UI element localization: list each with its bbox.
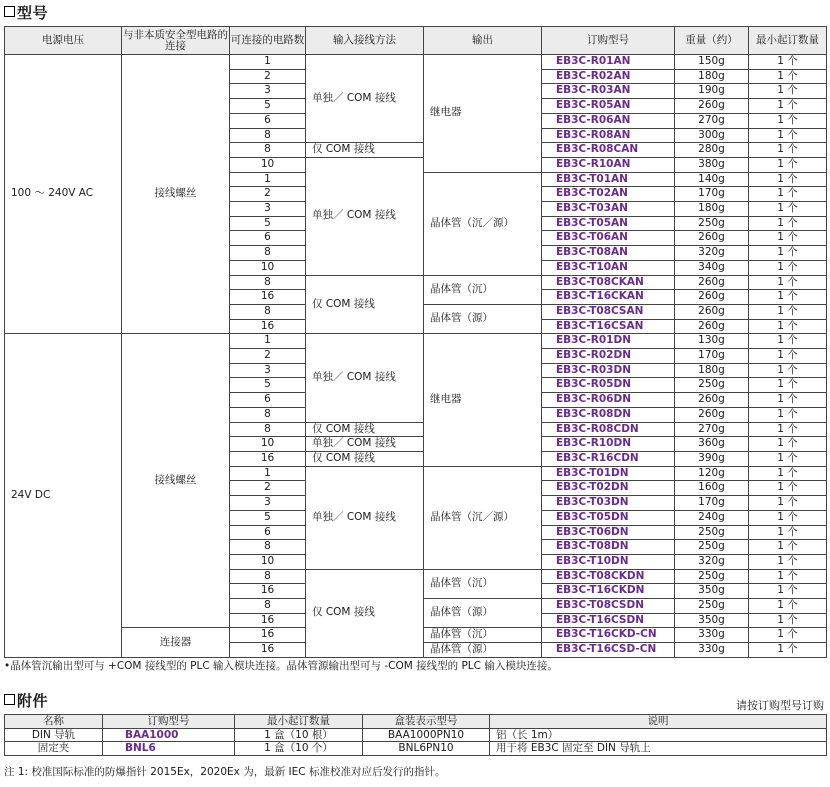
min-qty-cell: 1 个 [749,157,827,172]
min-qty-cell: 1 个 [749,172,827,187]
acc-header-model: 订购型号 [103,715,235,729]
min-qty-cell: 1 个 [749,128,827,143]
min-qty-cell: 1 个 [749,378,827,393]
header-input-method: 输入接线方法 [306,27,424,55]
weight-cell: 120g [675,466,749,481]
input-method-cell: 单独／ COM 接线 [306,55,424,143]
header-voltage: 电源电压 [5,27,122,55]
model-cell: EB3C-R06DN [542,393,675,408]
acc-header-name: 名称 [5,715,103,729]
model-cell: EB3C-T16CSD-CN [542,643,675,658]
weight-cell: 260g [675,290,749,305]
min-qty-cell: 1 个 [749,569,827,584]
output-cell: 晶体管（源） [424,304,542,333]
input-method-cell: 仅 COM 接线 [306,275,424,334]
output-cell: 继电器 [424,55,542,173]
min-qty-cell: 1 个 [749,304,827,319]
weight-cell: 330g [675,628,749,643]
weight-cell: 340g [675,260,749,275]
connection-cell: 接线螺丝 [122,334,230,628]
acc-package: BAA1000PN10 [363,728,490,742]
min-qty-cell: 1 个 [749,99,827,114]
min-qty-cell: 1 个 [749,451,827,466]
acc-row [5,742,827,756]
min-qty-cell: 1 个 [749,349,827,364]
output-cell: 晶体管（源） [424,643,542,658]
circuits-cell: 10 [230,554,306,569]
model-cell: EB3C-T08CKAN [542,275,675,290]
circuits-cell: 10 [230,157,306,172]
output-cell: 晶体管（沉） [424,628,542,643]
acc-row [5,728,827,742]
weight-cell: 260g [675,275,749,290]
model-cell: EB3C-T05AN [542,216,675,231]
model-cell: EB3C-R02DN [542,349,675,364]
model-cell: EB3C-T05DN [542,510,675,525]
weight-cell: 140g [675,172,749,187]
min-qty-cell: 1 个 [749,319,827,334]
circuits-cell: 6 [230,525,306,540]
model-cell: EB3C-T01AN [542,172,675,187]
weight-cell: 350g [675,613,749,628]
footnote: 注 1: 校准国际标准的防爆指针 2015Ex，2020Ex 为，最新 IEC 标准校准对应后发行的指针。 [4,766,446,778]
weight-cell: 150g [675,55,749,70]
model-cell: EB3C-T06AN [542,231,675,246]
acc-header-row [5,715,827,729]
min-qty-cell: 1 个 [749,496,827,511]
model-cell: EB3C-R10DN [542,437,675,452]
weight-cell: 240g [675,510,749,525]
circuits-cell: 5 [230,510,306,525]
min-qty-cell: 1 个 [749,143,827,158]
acc-qty: 1 盒（10 个） [235,742,363,756]
voltage-cell: 24V DC [5,334,122,657]
min-qty-cell: 1 个 [749,540,827,555]
weight-cell: 170g [675,496,749,511]
weight-cell: 250g [675,569,749,584]
model-cell: EB3C-T06DN [542,525,675,540]
input-method-cell: 仅 COM 接线 [306,143,424,158]
min-qty-cell: 1 个 [749,613,827,628]
weight-cell: 300g [675,128,749,143]
circuits-cell: 1 [230,334,306,349]
circuits-cell: 8 [230,304,306,319]
min-qty-cell: 1 个 [749,481,827,496]
output-cell: 晶体管（沉／源） [424,466,542,569]
accessories-section-title: 附件 [4,690,48,711]
weight-cell: 380g [675,157,749,172]
weight-cell: 390g [675,451,749,466]
model-cell: EB3C-T16CSDN [542,613,675,628]
weight-cell: 320g [675,554,749,569]
circuits-cell: 10 [230,437,306,452]
min-qty-cell: 1 个 [749,113,827,128]
input-method-cell: 仅 COM 接线 [306,422,424,437]
header-output: 输出 [424,27,542,55]
acc-name: DIN 导轨 [5,728,103,742]
circuits-cell: 1 [230,55,306,70]
circuits-cell: 8 [230,128,306,143]
acc-header-package-model: 盒装表示型号 [363,715,490,729]
model-cell: EB3C-R08CDN [542,422,675,437]
model-cell: EB3C-T10DN [542,554,675,569]
model-cell: EB3C-T16CKDN [542,584,675,599]
header-weight: 重量（约） [675,27,749,55]
model-cell: EB3C-T03AN [542,202,675,217]
min-qty-cell: 1 个 [749,246,827,261]
circuits-cell: 16 [230,451,306,466]
acc-package: BNL6PN10 [363,742,490,756]
circuits-cell: 2 [230,69,306,84]
acc-model: BNL6 [103,742,235,756]
weight-cell: 280g [675,143,749,158]
model-table [4,26,827,658]
weight-cell: 170g [675,187,749,202]
circuits-cell: 2 [230,187,306,202]
weight-cell: 250g [675,216,749,231]
model-cell: EB3C-T01DN [542,466,675,481]
min-qty-cell: 1 个 [749,69,827,84]
acc-qty: 1 盒（10 根） [235,728,363,742]
circuits-cell: 5 [230,378,306,393]
model-cell: EB3C-T03DN [542,496,675,511]
model-cell: EB3C-R03AN [542,84,675,99]
model-cell: EB3C-R16CDN [542,451,675,466]
voltage-cell: 100 ～ 240V AC [5,55,122,334]
header-min-qty: 最小起订数量 [749,27,827,55]
weight-cell: 350g [675,584,749,599]
min-qty-cell: 1 个 [749,643,827,658]
weight-cell: 260g [675,231,749,246]
input-method-cell: 单独／ COM 接线 [306,334,424,422]
min-qty-cell: 1 个 [749,599,827,614]
model-cell: EB3C-R01AN [542,55,675,70]
weight-cell: 260g [675,319,749,334]
acc-model: BAA1000 [103,728,235,742]
transistor-note: •晶体管沉输出型可与 +COM 接线型的 PLC 输入模块连接。晶体管源输出型可与 -COM 接线型的 PLC 输入模块连接。 [4,660,558,672]
table-header-row [5,27,827,55]
input-method-cell: 仅 COM 接线 [306,451,424,466]
circuits-cell: 8 [230,422,306,437]
model-cell: EB3C-T02AN [542,187,675,202]
circuits-cell: 3 [230,84,306,99]
model-cell: EB3C-T02DN [542,481,675,496]
connection-cell: 连接器 [122,628,230,657]
input-method-cell: 仅 COM 接线 [306,569,424,657]
table-row [5,55,827,70]
circuits-cell: 16 [230,584,306,599]
square-bullet-icon [4,6,15,17]
min-qty-cell: 1 个 [749,334,827,349]
circuits-cell: 5 [230,216,306,231]
circuits-cell: 8 [230,143,306,158]
circuits-cell: 8 [230,569,306,584]
weight-cell: 160g [675,481,749,496]
weight-cell: 180g [675,363,749,378]
min-qty-cell: 1 个 [749,231,827,246]
output-cell: 晶体管（沉） [424,569,542,598]
circuits-cell: 5 [230,99,306,114]
weight-cell: 260g [675,407,749,422]
min-qty-cell: 1 个 [749,187,827,202]
circuits-cell: 10 [230,260,306,275]
circuits-cell: 16 [230,628,306,643]
model-cell: EB3C-R02AN [542,69,675,84]
weight-cell: 130g [675,334,749,349]
circuits-cell: 16 [230,319,306,334]
min-qty-cell: 1 个 [749,422,827,437]
weight-cell: 180g [675,69,749,84]
model-cell: EB3C-T16CKAN [542,290,675,305]
min-qty-cell: 1 个 [749,554,827,569]
circuits-cell: 2 [230,481,306,496]
accessories-table [4,714,827,756]
input-method-cell: 单独／ COM 接线 [306,466,424,569]
weight-cell: 260g [675,99,749,114]
acc-name: 固定夹 [5,742,103,756]
min-qty-cell: 1 个 [749,202,827,217]
model-cell: EB3C-T08AN [542,246,675,261]
circuits-cell: 16 [230,643,306,658]
min-qty-cell: 1 个 [749,393,827,408]
square-bullet-icon [4,694,15,705]
circuits-cell: 8 [230,275,306,290]
circuits-cell: 2 [230,349,306,364]
model-cell: EB3C-T16CKD-CN [542,628,675,643]
min-qty-cell: 1 个 [749,466,827,481]
weight-cell: 330g [675,643,749,658]
model-cell: EB3C-T10AN [542,260,675,275]
input-method-cell: 单独／ COM 接线 [306,157,424,275]
circuits-cell: 1 [230,466,306,481]
weight-cell: 260g [675,304,749,319]
model-cell: EB3C-T08DN [542,540,675,555]
min-qty-cell: 1 个 [749,628,827,643]
acc-header-min-qty: 最小起订数量 [235,715,363,729]
circuits-cell: 8 [230,540,306,555]
weight-cell: 250g [675,540,749,555]
weight-cell: 250g [675,599,749,614]
weight-cell: 250g [675,378,749,393]
model-cell: EB3C-R10AN [542,157,675,172]
model-cell: EB3C-T08CSDN [542,599,675,614]
weight-cell: 190g [675,84,749,99]
weight-cell: 260g [675,393,749,408]
min-qty-cell: 1 个 [749,55,827,70]
circuits-cell: 6 [230,231,306,246]
circuits-cell: 6 [230,393,306,408]
output-cell: 继电器 [424,334,542,466]
acc-desc: 铝（长 1m） [490,728,827,742]
min-qty-cell: 1 个 [749,510,827,525]
weight-cell: 180g [675,202,749,217]
min-qty-cell: 1 个 [749,437,827,452]
circuits-cell: 8 [230,599,306,614]
circuits-cell: 16 [230,613,306,628]
weight-cell: 360g [675,437,749,452]
model-cell: EB3C-T08CKDN [542,569,675,584]
model-cell: EB3C-R03DN [542,363,675,378]
min-qty-cell: 1 个 [749,363,827,378]
circuits-cell: 8 [230,246,306,261]
output-cell: 晶体管（沉／源） [424,172,542,275]
circuits-cell: 3 [230,496,306,511]
header-connection: 与非本质安全型电路的连接 [122,27,230,55]
circuits-cell: 8 [230,407,306,422]
weight-cell: 250g [675,525,749,540]
circuits-cell: 1 [230,172,306,187]
model-cell: EB3C-R05DN [542,378,675,393]
weight-cell: 270g [675,113,749,128]
model-cell: EB3C-R08CAN [542,143,675,158]
output-cell: 晶体管（沉） [424,275,542,304]
header-circuits: 可连接的电路数 [230,27,306,55]
table-row [5,334,827,349]
models-section-title: 型号 [4,2,48,23]
circuits-cell: 3 [230,202,306,217]
min-qty-cell: 1 个 [749,525,827,540]
header-model: 订购型号 [542,27,675,55]
model-cell: EB3C-R08AN [542,128,675,143]
min-qty-cell: 1 个 [749,260,827,275]
acc-desc: 用于将 EB3C 固定至 DIN 导轨上 [490,742,827,756]
circuits-cell: 6 [230,113,306,128]
model-cell: EB3C-T16CSAN [542,319,675,334]
model-cell: EB3C-R01DN [542,334,675,349]
input-method-cell: 单独／ COM 接线 [306,437,424,452]
min-qty-cell: 1 个 [749,216,827,231]
connection-cell: 接线螺丝 [122,55,230,334]
min-qty-cell: 1 个 [749,84,827,99]
weight-cell: 270g [675,422,749,437]
min-qty-cell: 1 个 [749,584,827,599]
weight-cell: 170g [675,349,749,364]
order-instruction: 请按订购型号订购 [736,699,824,712]
acc-header-description: 说明 [490,715,827,729]
weight-cell: 320g [675,246,749,261]
output-cell: 晶体管（源） [424,599,542,628]
circuits-cell: 16 [230,290,306,305]
min-qty-cell: 1 个 [749,290,827,305]
min-qty-cell: 1 个 [749,407,827,422]
model-cell: EB3C-R06AN [542,113,675,128]
model-cell: EB3C-R08DN [542,407,675,422]
model-cell: EB3C-T08CSAN [542,304,675,319]
min-qty-cell: 1 个 [749,275,827,290]
circuits-cell: 3 [230,363,306,378]
model-cell: EB3C-R05AN [542,99,675,114]
